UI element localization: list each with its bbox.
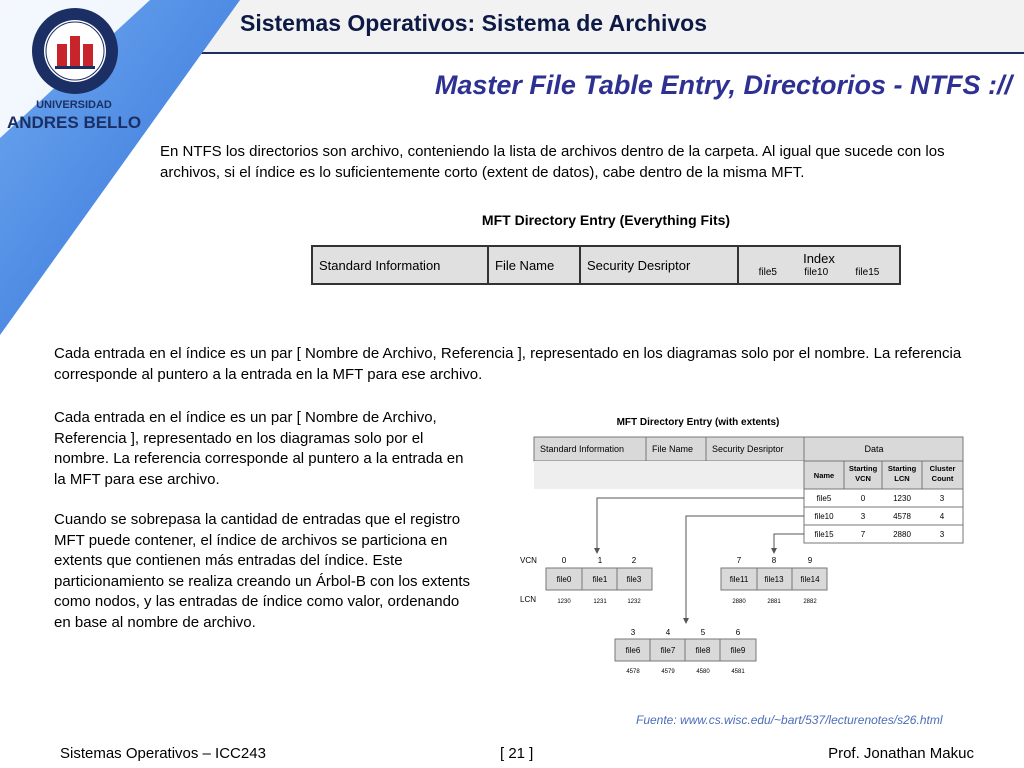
data-header-name: Name [813,471,835,480]
mft-extents-diagram [480,405,970,685]
svg-text:6: 6 [735,628,741,637]
entry-paragraph-1: Cada entrada en el índice es un par [ Nombre de Archivo, Referencia ], representado en los diagramas solo por el nombre. La referencia corresponde al puntero a la entrada en la MFT para ese archivo. [54,345,962,383]
svg-text:file7: file7 [660,646,676,655]
svg-text:file13: file13 [764,575,784,584]
svg-text:2880: 2880 [893,530,911,539]
svg-text:file0: file0 [556,575,572,584]
mft-simple-title: MFT Directory Entry (Everything Fits) [481,212,731,228]
svg-text:3: 3 [939,530,945,539]
svg-text:1232: 1232 [627,599,641,605]
footer-page-number: [ 21 ] [500,745,534,762]
svg-text:2880: 2880 [732,599,746,605]
svg-text:1230: 1230 [557,599,571,605]
mft-simple-index-label: Index [803,251,835,266]
svg-text:4578: 4578 [626,669,640,675]
slide-subtitle: Master File Table Entry, Directorios - NTFS :// [434,70,1012,100]
data-header-starting-lcn: Starting LCN [887,464,917,483]
svg-text:file15: file15 [814,530,834,539]
data-header-starting-vcn: Starting VCN [848,464,878,483]
mft-extents-col-data: Data [864,444,884,454]
svg-text:4578: 4578 [893,512,911,521]
mft-simple-col-standard-info: Standard Information [312,246,488,284]
mft-simple-index-cell [738,246,900,284]
svg-text:5: 5 [700,628,706,637]
index-file: file10 [804,267,829,278]
svg-text:file11: file11 [729,575,749,584]
svg-text:3: 3 [630,628,636,637]
svg-text:file6: file6 [625,646,641,655]
logo-text-university: UNIVERSIDAD [36,99,112,111]
mft-extents-col-file-name: File Name [652,444,694,454]
intro-paragraph: En NTFS los directorios son archivo, conteniendo la lista de archivos dentro de la carpeta. Al igual que sucede con los archivos, si el índice es lo suficientemente corto (extent de datos), cabe dentro de la misma MFT. [160,143,945,181]
svg-text:file8: file8 [695,646,711,655]
mft-extents-title: MFT Directory Entry (with extents) [616,417,780,428]
svg-text:7: 7 [736,556,742,565]
university-seal-logo [30,6,120,96]
svg-text:2881: 2881 [767,599,781,605]
svg-text:2: 2 [631,556,637,565]
mft-simple-col-file-name: File Name [488,246,580,284]
svg-text:4: 4 [939,512,945,521]
svg-text:4580: 4580 [696,669,710,675]
vcn-label: VCN [520,556,537,565]
svg-text:8: 8 [771,556,777,565]
index-file: file5 [758,267,777,278]
mft-extents-col-standard-info: Standard Information [540,444,625,454]
svg-text:file1: file1 [592,575,608,584]
header-title: Sistemas Operativos: Sistema de Archivos [240,10,708,36]
svg-text:file5: file5 [816,494,832,503]
svg-text:3: 3 [860,512,866,521]
extent-left [546,556,652,605]
lcn-label: LCN [520,595,537,604]
extent-right [721,556,827,605]
svg-text:4: 4 [665,628,671,637]
svg-text:file10: file10 [814,512,834,521]
svg-text:1230: 1230 [893,494,911,503]
svg-text:7: 7 [860,530,866,539]
svg-text:1231: 1231 [593,599,607,605]
mft-simple-col-security: Security Desriptor [580,246,738,284]
svg-text:0: 0 [860,494,866,503]
mft-extents-col-security: Security Desriptor [712,444,784,454]
svg-text:4581: 4581 [731,669,745,675]
svg-text:0: 0 [561,556,567,565]
logo-text-andres-bello: ANDRES BELLO [6,113,142,132]
entry-paragraph-2: Cada entrada en el índice es un par [ Nombre de Archivo, Referencia ], representado en los diagramas solo por el nombre. La referencia corresponde al puntero a la entrada en la MFT para ese archivo. [54,409,464,488]
source-citation: Fuente: www.cs.wisc.edu/~bart/537/lecturenotes/s26.html [636,713,943,727]
svg-text:3: 3 [939,494,945,503]
footer-course: Sistemas Operativos – ICC243 [60,745,266,762]
svg-text:4579: 4579 [661,669,675,675]
svg-text:file14: file14 [800,575,820,584]
mft-simple-table [311,245,901,285]
extents-paragraph: Cuando se sobrepasa la cantidad de entradas que el registro MFT puede contener, el índice de archivos se particiona en extents que contienen más entradas del índice. Este particionamiento se realiza creando un Árbol-B con los extents como nodos, y las entradas de índice como valor, ordenando en base al nombre de archivo. [54,511,471,631]
index-file: file15 [855,267,880,278]
svg-text:file9: file9 [730,646,746,655]
svg-text:file3: file3 [626,575,642,584]
svg-text:2882: 2882 [803,599,817,605]
data-header-cluster-count: Cluster Count [929,464,956,483]
extent-bottom [615,628,756,675]
footer-professor: Prof. Jonathan Makuc [828,745,974,762]
svg-text:1: 1 [597,556,603,565]
svg-text:9: 9 [807,556,813,565]
